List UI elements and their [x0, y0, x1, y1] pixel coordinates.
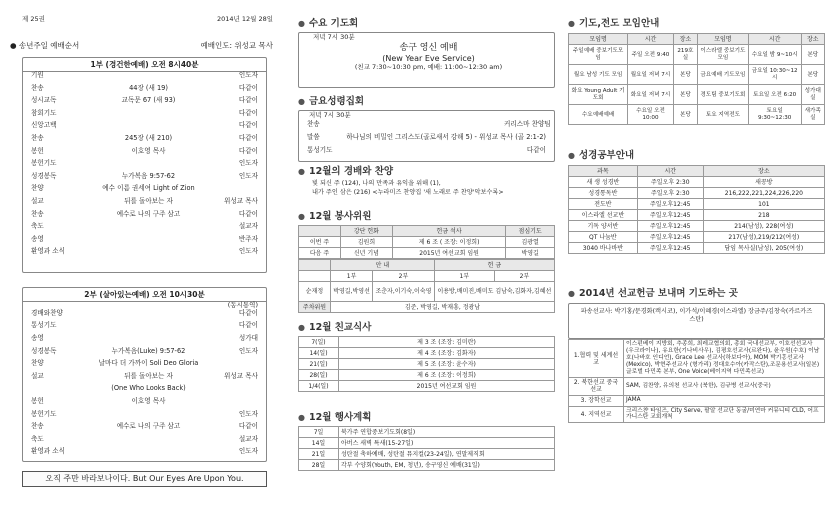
- item-leader: 다같이: [238, 133, 258, 142]
- table-cell: 본당: [673, 105, 697, 125]
- item-leader: 인도자: [238, 346, 258, 355]
- bible-section: [568, 150, 825, 254]
- table-cell: 제 3 조 (조장: 김미란): [339, 337, 555, 348]
- item-label: 송영: [31, 333, 44, 342]
- table-cell: 본당: [801, 45, 824, 65]
- table-cell: 본당: [673, 85, 697, 105]
- table-row: [299, 248, 555, 259]
- item-label: 찬송: [31, 133, 44, 142]
- second-service-list: [23, 310, 266, 461]
- table-row: [299, 449, 555, 460]
- table-cell: 수요예배예배: [569, 105, 628, 125]
- table-header: 헌 금: [434, 260, 554, 271]
- item-label: 설교: [31, 196, 44, 205]
- table-cell: 금요일 10:30~12시: [748, 65, 801, 85]
- table-row: [569, 210, 825, 221]
- table-cell: 217(남성),219/212(여성): [703, 232, 824, 243]
- prayer-title: 기도,전도 모임안내: [578, 18, 660, 29]
- item-leader: 다같이: [238, 108, 258, 117]
- table-cell: 14일: [299, 438, 339, 449]
- table-cell: 성탄절 축하예배, 성탄절 뮤지컬(23-24일), 연말제직회: [339, 449, 555, 460]
- table-row: [299, 302, 555, 313]
- table-header: 장소: [673, 34, 697, 45]
- table-header: 시간: [628, 34, 674, 45]
- table-header: 모임명: [569, 34, 628, 45]
- item-label: 축도: [31, 222, 44, 231]
- table-cell: 제 6 조 (조장: 이정희): [339, 370, 555, 381]
- table-cell: 3. 장학선교: [569, 395, 624, 406]
- events-table: [298, 426, 555, 471]
- table-cell: 14(일): [299, 348, 339, 359]
- issue-date: 2014년 12월 28일: [216, 15, 273, 23]
- item-label: 설교: [31, 371, 44, 380]
- table-cell: 218: [703, 210, 824, 221]
- right-column: [560, 0, 835, 507]
- table-row: [299, 282, 555, 302]
- table-cell: 주일오후12:45: [637, 199, 703, 210]
- first-service-box: [22, 57, 267, 273]
- table-cell: 토요 지역전도: [698, 105, 749, 125]
- table-cell: 이스펀베이 지방회, 추종희, 최레교협의회, 총회 국내선교부, 이호선선교사 (우크라이나), 유요한(기나비사우), 김평호선교사(르완다), 윤우원(수호) 이남호(나바호 인디언), Grace Lee 선교사(하보다아), MOM 박기홍선교사 (Mexico), 박현주선교사 (형가리) 정대호수아(카작스탄),조문용선교사(일본) 글로벌 다민족 본부, One Voice(베이지역 다민족선교): [624, 340, 825, 378]
- item-label: 봉헌기도: [31, 159, 57, 168]
- item-leader: 인도자: [238, 247, 258, 256]
- table-cell: 크리스챤 타임즈, City Serve, 팔알 선교단 동굴/미연마 커뮤니티 CLD, 어프가니스탄 교회개척: [624, 406, 825, 423]
- list-item: [23, 110, 266, 123]
- list-item: [23, 322, 266, 335]
- table-row: [299, 381, 555, 392]
- item-label: 참회기도: [31, 108, 57, 117]
- table-cell: 새 생 성경반: [569, 177, 638, 188]
- committee-title: 12월 봉사위원: [308, 211, 372, 222]
- table-header: 점심기도: [506, 226, 555, 237]
- table-header: 헌금 석사: [392, 226, 505, 237]
- table-cell: 7일: [299, 427, 339, 438]
- table-cell: 21(일): [299, 359, 339, 370]
- item-detail: 예수로 나의 구주 삼고: [116, 209, 181, 218]
- table-row: [569, 105, 825, 125]
- second-service-title: 2부 (살아있는예배) 오전 10시30분: [23, 288, 266, 302]
- prayer-section: [568, 18, 825, 125]
- prayer-table: [568, 33, 825, 125]
- list-item: [23, 448, 266, 461]
- item-leader: 다같이: [238, 422, 258, 431]
- bullet-icon: ●: [298, 412, 305, 422]
- item-leader: (골 2:1-2): [515, 133, 546, 142]
- table-header: 장소: [801, 34, 824, 45]
- service-name: 송년주일 예배순서: [18, 41, 80, 50]
- item-detail: 245장 (새 210): [124, 133, 173, 142]
- table-cell: 기독 양서반: [569, 221, 638, 232]
- item-label: 기원: [31, 71, 44, 79]
- table-cell: 박영길,박영선: [331, 282, 373, 302]
- list-item: [23, 248, 266, 261]
- table-cell: 김준, 박영길, 박재흥, 정광남: [331, 302, 555, 313]
- table-row: [299, 359, 555, 370]
- table-cell: 219호실: [673, 45, 697, 65]
- table-row: [299, 260, 555, 271]
- table-cell: 216,222,221,224,226,220: [703, 188, 824, 199]
- item-label: 환영과 소식: [31, 447, 65, 456]
- list-item: [23, 198, 266, 211]
- table-cell: 2015년 여선교회 임원: [392, 248, 505, 259]
- bullet-icon: ●: [298, 96, 305, 106]
- table-row: [569, 340, 825, 378]
- table-row: [569, 221, 825, 232]
- table-cell: 토요일 오전 6:20: [748, 85, 801, 105]
- item-label: 찬송: [31, 209, 44, 218]
- table-cell: 수요일 밤 9~10시: [748, 45, 801, 65]
- friday-title: 금요성령집회: [308, 96, 365, 107]
- item-detail: 하나님의 비밀인 그리스도(골로새서 강해 5) - 위성교 목사: [346, 133, 513, 142]
- table-cell: 1부: [434, 271, 494, 282]
- table-row: [299, 337, 555, 348]
- table-cell: 이스라엘 선교반: [569, 210, 638, 221]
- preacher: 예배인도: 위성교 목사: [200, 41, 273, 50]
- table-cell: 주일 오전 9:40: [628, 45, 674, 65]
- table-cell: 본당: [801, 65, 824, 85]
- item-label: 통성기도: [307, 146, 333, 155]
- left-column: [0, 0, 285, 507]
- table-cell: QT 나눔반: [569, 232, 638, 243]
- item-leader: 다같이: [238, 209, 258, 218]
- table-cell: 본당: [673, 65, 697, 85]
- table-row: [299, 438, 555, 449]
- item-leader: 위성교 목사: [224, 196, 258, 205]
- table-cell: 28(일): [299, 370, 339, 381]
- list-item: [23, 223, 266, 236]
- item-leader: 다같이: [238, 321, 258, 330]
- bullet-icon: ●: [298, 18, 305, 28]
- item-label: 환영과 소식: [31, 247, 65, 256]
- table-header: 시간: [748, 34, 801, 45]
- item-label: 말씀: [307, 133, 320, 142]
- item-label: 찬양: [31, 359, 44, 368]
- item-detail: 예수 이름 권세여 Light of Zion: [102, 184, 195, 193]
- table-cell: JAMA: [624, 395, 825, 406]
- table-header: 과목: [569, 166, 638, 177]
- table-cell: 새꽁방: [703, 177, 824, 188]
- table-cell: 214(남성), 228(여성): [703, 221, 824, 232]
- table-cell: 북가주 연합중보기도회(8일): [339, 427, 555, 438]
- second-service-box: [22, 287, 267, 462]
- list-item: [23, 97, 266, 110]
- worship-songs-title: 12월의 경배와 찬양: [308, 166, 394, 177]
- bullet-icon: ●: [568, 288, 575, 298]
- footer-motto: 오직 주만 바라보나이다. But Our Eyes Are Upon You.: [22, 471, 267, 487]
- item-detail: 뒤를 돌아보는 자: [124, 196, 173, 205]
- table-header: 시간: [637, 166, 703, 177]
- item-label: 성시교독: [31, 96, 57, 105]
- table-cell: 성경통독반: [569, 188, 638, 199]
- table-row: [569, 406, 825, 423]
- table-cell: 21일: [299, 449, 339, 460]
- item-leader: 인도자: [238, 171, 258, 180]
- bible-title: 성경공부안내: [578, 150, 635, 161]
- table-cell: 주차위원: [299, 302, 331, 313]
- item-detail: 이호영 목사: [131, 146, 166, 155]
- fellowship-title: 12월 친교식사: [308, 322, 372, 333]
- list-item: [23, 360, 266, 373]
- item-leader: 설교자: [238, 222, 258, 231]
- item-label: 봉헌기도: [31, 409, 57, 418]
- table-cell: 담임 목사실(남성), 205(여성): [703, 243, 824, 254]
- friday-list: [303, 121, 550, 160]
- table-cell: 이용방,배미진,배미도 김남숙,김화자,김혜선: [434, 282, 554, 302]
- worship-songs-line: 내가 주인 삼은 (216) <누라미즈 찬양집 '새 노래로 주 찬양'악보수록>: [312, 189, 504, 197]
- table-cell: 주일예배 중보기도모임: [569, 45, 628, 65]
- item-leader: 인도자: [238, 71, 258, 79]
- table-cell: 김원희: [340, 237, 392, 248]
- table-cell: 주일오후12:45: [637, 210, 703, 221]
- table-row: [569, 166, 825, 177]
- item-detail: 교독문 67 (새 93): [121, 96, 176, 105]
- item-leader: 다같이: [238, 96, 258, 105]
- item-label: 봉헌: [31, 396, 44, 405]
- list-item: [23, 135, 266, 148]
- table-cell: 101: [703, 199, 824, 210]
- table-cell: 제 4 조 (조장: 김화자): [339, 348, 555, 359]
- item-label: 찬송: [307, 120, 320, 129]
- table-row: [299, 348, 555, 359]
- table-cell: 아버스 새벽 특새(15-27일): [339, 438, 555, 449]
- table-cell: 월요일 저녁 7시: [628, 65, 674, 85]
- table-cell: 수요일 오전 10:00: [628, 105, 674, 125]
- table-cell: 박영길: [506, 248, 555, 259]
- table-row: [299, 427, 555, 438]
- item-leader: 반주자: [238, 234, 258, 243]
- list-item: [303, 134, 550, 147]
- table-cell: 3040 바나바반: [569, 243, 638, 254]
- table-row: [569, 378, 825, 395]
- table-cell: 전도반: [569, 199, 638, 210]
- table-row: [569, 232, 825, 243]
- wednesday-time: 저녁 7시 30분: [313, 33, 355, 42]
- bullet-icon: ●: [568, 150, 575, 160]
- table-row: [569, 243, 825, 254]
- wednesday-event-en: (New Year Eve Service): [382, 53, 475, 63]
- table-cell: 1부: [331, 271, 373, 282]
- fellowship-section: [298, 322, 555, 392]
- item-leader: 인도자: [238, 409, 258, 418]
- table-cell: 2. 북한선교 중국선교: [569, 378, 624, 395]
- item-detail: 예수로 나의 구주 삼고: [116, 422, 181, 431]
- table-cell: 순재정: [299, 282, 331, 302]
- bullet-icon: ●: [298, 166, 305, 176]
- item-leader: 다같이: [238, 308, 258, 317]
- item-label: 신앙고백: [31, 121, 57, 130]
- service-heading: [10, 41, 273, 50]
- committee-section: [298, 211, 555, 313]
- list-item: [303, 147, 550, 160]
- table-cell: 성가대실: [801, 85, 824, 105]
- item-leader: 성가대: [238, 333, 258, 342]
- committee-table-2: [298, 259, 555, 313]
- bible-table: [568, 165, 825, 254]
- item-label: 축도: [31, 434, 44, 443]
- interpretation-note: (동시통역): [227, 301, 258, 309]
- item-leader: 커리스마 찬양팀: [504, 120, 551, 129]
- table-cell: 토요일 9:30~12:30: [748, 105, 801, 125]
- table-header: 모임명: [698, 34, 749, 45]
- table-cell: 4. 지역선교: [569, 406, 624, 423]
- item-detail: 뒤를 돌아보는 자: [124, 371, 173, 380]
- friday-section: [298, 96, 555, 162]
- table-row: [569, 188, 825, 199]
- list-item: [23, 72, 266, 85]
- wednesday-event-time: (친교 7:30~10:30 pm, 예배: 11:00~12:30 am): [354, 62, 503, 71]
- table-cell: 월요 남성 기도 모임: [569, 65, 628, 85]
- table-row: [569, 34, 825, 45]
- table-cell: 1/4(일): [299, 381, 339, 392]
- friday-time: 저녁 7시 30분: [309, 111, 351, 120]
- bullet-icon: ●: [298, 322, 305, 332]
- item-label: 경배와찬양: [31, 308, 63, 317]
- list-item: [23, 310, 266, 323]
- list-item: [23, 398, 266, 411]
- table-cell: 경도팀 중보기도회: [698, 85, 749, 105]
- table-row: [569, 395, 825, 406]
- missions-title: 2014년 선교헌금 보내며 기도하는 곳: [578, 288, 738, 299]
- item-leader: 인도자: [238, 159, 258, 168]
- item-leader: 인도자: [238, 447, 258, 456]
- list-item: [23, 335, 266, 348]
- table-cell: 김광열: [506, 237, 555, 248]
- missions-table: [568, 339, 825, 423]
- table-header: 강단 헌화: [340, 226, 392, 237]
- worship-songs-section: [298, 166, 555, 201]
- table-cell: 금요예배 기도모임: [698, 65, 749, 85]
- table-cell: 1.협력 및 세계선교: [569, 340, 624, 378]
- table-row: [569, 177, 825, 188]
- item-detail: 누가복음(Luke) 9:57-62: [111, 346, 186, 355]
- table-header: 안 내: [331, 260, 435, 271]
- item-leader: 다같이: [238, 121, 258, 130]
- item-detail: 44장 (새 19): [129, 83, 168, 92]
- item-detail: 누가복음 9:57-62: [121, 171, 176, 180]
- table-cell: 새가족실: [801, 105, 824, 125]
- table-row: [569, 65, 825, 85]
- missions-intro: 파송선교사: 박기홍/문경화(캑시코), 이가석/이혜경(이스라엘) 장금주/김창숙(카르카즈스탄): [568, 303, 825, 339]
- missions-section: [568, 288, 825, 423]
- list-item: [23, 211, 266, 224]
- wednesday-event: 송구 영신 예배: [399, 43, 458, 54]
- committee-table: [298, 225, 555, 259]
- item-label: 통성기도: [31, 321, 57, 330]
- worship-songs-line: 빛 되신 주 (124), 나의 만족과 유익을 위해 (1),: [312, 180, 441, 188]
- bullet-icon: ●: [10, 41, 17, 50]
- table-cell: SAM, 김찬양, 유의천 선교사 (북한), 김규병 선교사(중국): [624, 378, 825, 395]
- table-cell: 2부: [373, 271, 435, 282]
- first-service-title: 1부 (경건한예배) 오전 8시40분: [23, 58, 266, 72]
- table-row: [299, 370, 555, 381]
- item-detail: (One Who Looks Back): [111, 384, 186, 393]
- table-row: [569, 199, 825, 210]
- middle-column: [290, 0, 555, 507]
- wednesday-title: 수요 기도회: [308, 18, 359, 29]
- list-item: [23, 423, 266, 436]
- item-label: 찬송: [31, 83, 44, 92]
- table-cell: 이스라엘 중보기도모임: [698, 45, 749, 65]
- item-label: 찬송: [31, 422, 44, 431]
- table-cell: 신년 기념: [340, 248, 392, 259]
- table-cell: 2부: [494, 271, 554, 282]
- table-cell: 주일오후 2:30: [637, 188, 703, 199]
- events-section: [298, 412, 555, 471]
- item-detail: 이호영 목사: [131, 396, 166, 405]
- page-header: [22, 16, 273, 24]
- bullet-icon: ●: [298, 211, 305, 221]
- table-cell: 제 6 조 ( 조장: 이정희): [392, 237, 505, 248]
- table-row: [299, 237, 555, 248]
- table-row: [299, 460, 555, 471]
- list-item: [23, 160, 266, 173]
- table-row: [569, 45, 825, 65]
- item-label: 성경봉독: [31, 346, 57, 355]
- item-label: 찬양: [31, 184, 44, 193]
- table-cell: 조춘자,이기숙,이숙영: [373, 282, 435, 302]
- table-row: [569, 85, 825, 105]
- table-cell: 제 5 조 (조장: 윤수자): [339, 359, 555, 370]
- item-leader: 다같이: [526, 146, 546, 155]
- table-cell: 이번 주: [299, 237, 341, 248]
- table-cell: 7(일): [299, 337, 339, 348]
- events-title: 12월 행사계획: [308, 412, 372, 423]
- table-row: [299, 271, 555, 282]
- table-cell: 2015년 여선교회 임원: [339, 381, 555, 392]
- table-row: [299, 226, 555, 237]
- item-leader: 설교자: [238, 434, 258, 443]
- item-label: 성경봉독: [31, 171, 57, 180]
- table-cell: 주일오후12:45: [637, 232, 703, 243]
- bullet-icon: ●: [568, 18, 575, 28]
- fellowship-table: [298, 336, 555, 392]
- list-item: [23, 148, 266, 161]
- item-label: 봉헌: [31, 146, 44, 155]
- table-cell: 화요 Young Adult 기도회: [569, 85, 628, 105]
- table-cell: 화요일 저녁 7시: [628, 85, 674, 105]
- table-cell: 주일오후 2:30: [637, 177, 703, 188]
- first-service-list: [23, 72, 266, 261]
- item-label: 송영: [31, 234, 44, 243]
- table-cell: 각부 수양회(Youth, EM, 청년), 송구영신 예배(31일): [339, 460, 555, 471]
- item-leader: 다같이: [238, 146, 258, 155]
- table-header: 장소: [703, 166, 824, 177]
- wednesday-section: [298, 18, 555, 88]
- item-leader: 위성교 목사: [224, 371, 258, 380]
- item-detail: 날마다 더 가까이 Soli Deo Gloria: [98, 359, 199, 368]
- item-leader: 다같이: [238, 83, 258, 92]
- table-cell: 주일오후12:45: [637, 221, 703, 232]
- table-cell: 주일오후12:45: [637, 243, 703, 254]
- issue-number: 제 25권: [22, 15, 45, 23]
- table-cell: 28일: [299, 460, 339, 471]
- table-cell: 다음 주: [299, 248, 341, 259]
